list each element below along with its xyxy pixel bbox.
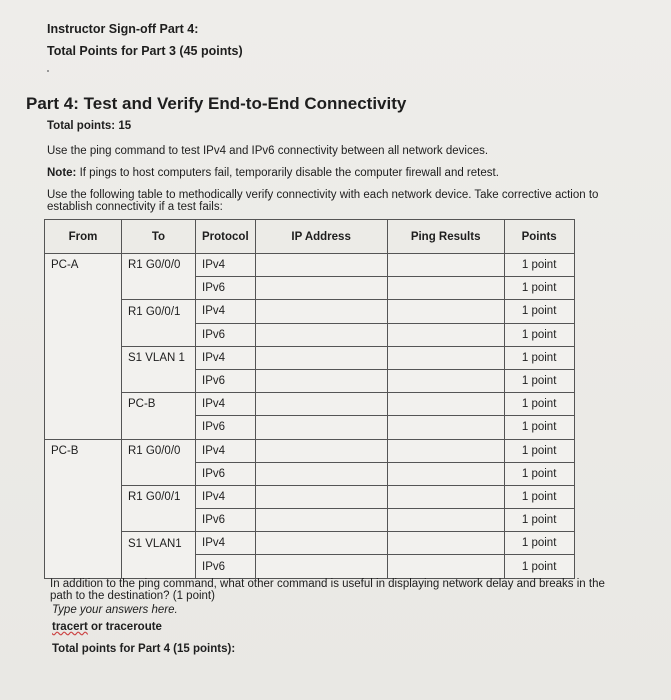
table-intro-line1: Use the following table to methodically verify connectivity with each network device. Take corrective action to (47, 189, 599, 201)
from-cell (45, 485, 122, 508)
stray-mark (47, 70, 49, 72)
protocol-cell: IPv4 (196, 300, 256, 323)
ping-result-cell[interactable] (387, 346, 504, 369)
protocol-cell: IPv6 (196, 323, 256, 346)
protocol-cell: IPv4 (196, 439, 256, 462)
answer-rest: or traceroute (87, 621, 162, 633)
header-protocol: Protocol (196, 220, 256, 254)
ip-address-cell[interactable] (255, 439, 387, 462)
note-text (47, 167, 499, 180)
answer-underlined: tracert (52, 621, 88, 633)
table-row (45, 254, 575, 277)
table-header-row (45, 220, 575, 254)
connectivity-table (44, 219, 575, 579)
points-cell: 1 point (504, 300, 574, 323)
points-cell: 1 point (504, 462, 574, 485)
ip-address-cell[interactable] (255, 532, 387, 555)
table-body (45, 254, 575, 579)
from-cell (45, 346, 122, 369)
ip-address-cell[interactable] (255, 369, 387, 392)
to-cell: S1 VLAN1 (122, 532, 196, 555)
ip-address-cell[interactable] (255, 509, 387, 532)
from-cell (45, 277, 122, 300)
ip-address-cell[interactable] (255, 346, 387, 369)
ping-result-cell[interactable] (387, 323, 504, 346)
from-cell (45, 300, 122, 323)
from-cell (45, 416, 122, 439)
to-cell (122, 416, 196, 439)
part4-total-label: Total points for Part 4 (15 points): (52, 643, 236, 655)
header-ping-results: Ping Results (387, 220, 504, 254)
note-label: Note: (47, 167, 77, 179)
points-cell: 1 point (504, 485, 574, 508)
ping-result-cell[interactable] (387, 462, 504, 485)
instructor-signoff-label: Instructor Sign-off Part 4: (47, 22, 199, 36)
note-body: If pings to host computers fail, temporarily disable the computer firewall and retest. (76, 167, 499, 179)
to-cell (122, 277, 196, 300)
header-ip-address: IP Address (255, 220, 387, 254)
ip-address-cell[interactable] (255, 555, 387, 578)
protocol-cell: IPv4 (196, 346, 256, 369)
to-cell: R1 G0/0/1 (122, 300, 196, 323)
ip-address-cell[interactable] (255, 254, 387, 277)
to-cell: R1 G0/0/0 (122, 439, 196, 462)
protocol-cell: IPv4 (196, 485, 256, 508)
to-cell (122, 555, 196, 578)
protocol-cell: IPv4 (196, 532, 256, 555)
ip-address-cell[interactable] (255, 485, 387, 508)
protocol-cell: IPv4 (196, 254, 256, 277)
table-row (45, 462, 575, 485)
protocol-cell: IPv6 (196, 416, 256, 439)
header-to: To (122, 220, 196, 254)
table-row (45, 300, 575, 323)
from-cell: PC-B (45, 439, 122, 462)
ip-address-cell[interactable] (255, 277, 387, 300)
protocol-cell: IPv6 (196, 555, 256, 578)
ip-address-cell[interactable] (255, 462, 387, 485)
section-title: Part 4: Test and Verify End-to-End Connectivity (26, 94, 407, 113)
from-cell (45, 532, 122, 555)
ip-address-cell[interactable] (255, 300, 387, 323)
ping-result-cell[interactable] (387, 277, 504, 300)
protocol-cell: IPv6 (196, 369, 256, 392)
ping-result-cell[interactable] (387, 532, 504, 555)
from-cell: PC-A (45, 254, 122, 277)
ip-address-cell[interactable] (255, 416, 387, 439)
table-row (45, 369, 575, 392)
to-cell: PC-B (122, 393, 196, 416)
table-row (45, 485, 575, 508)
points-cell: 1 point (504, 346, 574, 369)
to-cell: R1 G0/0/1 (122, 485, 196, 508)
table-row (45, 393, 575, 416)
question-line2: path to the destination? (1 point) (50, 590, 215, 602)
to-cell (122, 369, 196, 392)
ping-result-cell[interactable] (387, 254, 504, 277)
instruction-text: Use the ping command to test IPv4 and IPv6 connectivity between all network devices. (47, 145, 489, 157)
table-row (45, 323, 575, 346)
part3-total-label: Total Points for Part 3 (45 points) (47, 44, 243, 58)
question-line1: In addition to the ping command, what other command is useful in displaying network delay and breaks in the (50, 578, 605, 590)
ping-result-cell[interactable] (387, 555, 504, 578)
points-cell: 1 point (504, 532, 574, 555)
ping-result-cell[interactable] (387, 439, 504, 462)
total-points-label: Total points: 15 (47, 120, 132, 132)
points-cell: 1 point (504, 416, 574, 439)
ip-address-cell[interactable] (255, 393, 387, 416)
to-cell: S1 VLAN 1 (122, 346, 196, 369)
ip-address-cell[interactable] (255, 323, 387, 346)
to-cell (122, 509, 196, 532)
from-cell (45, 369, 122, 392)
ping-result-cell[interactable] (387, 509, 504, 532)
protocol-cell: IPv6 (196, 277, 256, 300)
ping-result-cell[interactable] (387, 416, 504, 439)
points-cell: 1 point (504, 277, 574, 300)
protocol-cell: IPv4 (196, 393, 256, 416)
table-row (45, 346, 575, 369)
points-cell: 1 point (504, 369, 574, 392)
points-cell: 1 point (504, 393, 574, 416)
table-row (45, 555, 575, 578)
from-cell (45, 555, 122, 578)
points-cell: 1 point (504, 254, 574, 277)
table-row (45, 532, 575, 555)
header-from: From (45, 220, 122, 254)
ping-result-cell[interactable] (387, 369, 504, 392)
protocol-cell: IPv6 (196, 509, 256, 532)
answer-prompt: Type your answers here. (52, 604, 178, 616)
table-row (45, 277, 575, 300)
from-cell (45, 393, 122, 416)
points-cell: 1 point (504, 323, 574, 346)
table-intro-line2: establish connectivity if a test fails: (47, 201, 223, 213)
header-points: Points (504, 220, 574, 254)
from-cell (45, 509, 122, 532)
to-cell (122, 323, 196, 346)
points-cell: 1 point (504, 439, 574, 462)
table-row (45, 509, 575, 532)
protocol-cell: IPv6 (196, 462, 256, 485)
table-row (45, 416, 575, 439)
points-cell: 1 point (504, 555, 574, 578)
ping-result-cell[interactable] (387, 485, 504, 508)
answer-text[interactable] (52, 621, 162, 633)
from-cell (45, 462, 122, 485)
from-cell (45, 323, 122, 346)
ping-result-cell[interactable] (387, 300, 504, 323)
to-cell: R1 G0/0/0 (122, 254, 196, 277)
table-row (45, 439, 575, 462)
ping-result-cell[interactable] (387, 393, 504, 416)
points-cell: 1 point (504, 509, 574, 532)
to-cell (122, 462, 196, 485)
